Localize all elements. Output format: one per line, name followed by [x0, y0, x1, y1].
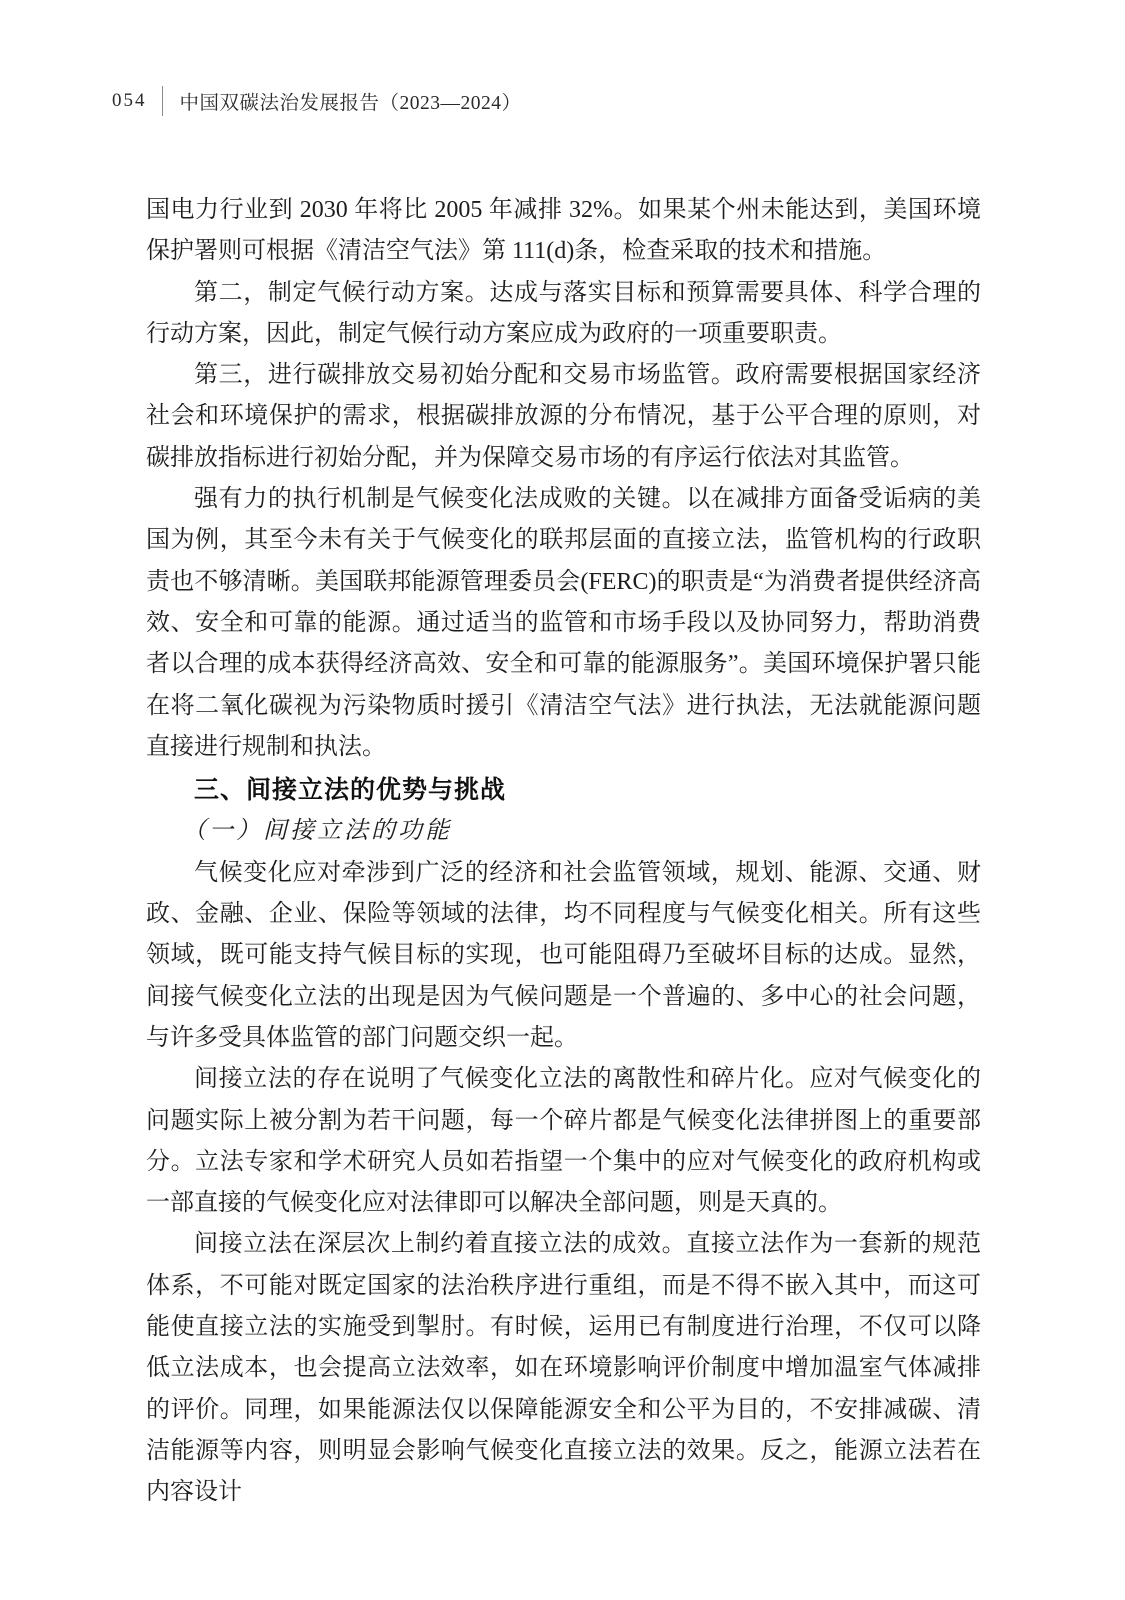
- paragraph: 间接立法的存在说明了气候变化立法的离散性和碎片化。应对气候变化的问题实际上被分割为若干问题，每一个碎片都是气候变化法律拼图上的重要部分。立法专家和学术研究人员如若指望一个集中的应对气候变化的政府机构或一部直接的气候变化应对法律即可以解决全部问题，则是天真的。: [146, 1066, 981, 1217]
- section-heading: 三、间接立法的优势与挑战: [194, 776, 507, 805]
- paragraph: 强有力的执行机制是气候变化法成败的关键。以在减排方面备受诟病的美国为例，其至今未有关于气候变化的联邦层面的直接立法，监管机构的行政职责也不够清晰。美国联邦能源管理委员会(FERC)的职责是“为消费者提供经济高效、安全和可靠的能源。通过适当的监管和市场手段以及协同努力，帮助消费者以合理的成本获得经济高效、安全和可靠的能源服务”。美国环境保护署只能在将二氧化碳视为污染物质时援引《清洁空气法》进行执法，无法就能源问题直接进行规制和执法。: [146, 486, 981, 760]
- paragraph: 气候变化应对牵涉到广泛的经济和社会监管领域，规划、能源、交通、财政、金融、企业、保险等领域的法律，均不同程度与气候变化相关。所有这些领域，既可能支持气候目标的实现，也可能阻碍乃至破坏目标的达成。显然，间接气候变化立法的出现是因为气候问题是一个普遍的、多中心的社会问题，与许多受具体监管的部门问题交织一起。: [146, 859, 981, 1051]
- paragraph: 第三，进行碳排放交易初始分配和交易市场监管。政府需要根据国家经济社会和环境保护的需求，根据碳排放源的分布情况，基于公平合理的原则，对碳排放指标进行初始分配，并为保障交易市场的有序运行依法对其监管。: [146, 362, 981, 471]
- paragraph: 间接立法在深层次上制约着直接立法的成效。直接立法作为一套新的规范体系，不可能对既定国家的法治秩序进行重组，而是不得不嵌入其中，而这可能使直接立法的实施受到掣肘。有时候，运用已有制度进行治理，不仅可以降低立法成本，也会提高立法效率，如在环境影响评价制度中增加温室气体减排的评价。同理，如果能源法仅以保障能源安全和公平为目的，不安排减碳、清洁能源等内容，则明显会影响气候变化直接立法的效果。反之，能源立法若在内容设计: [146, 1231, 981, 1506]
- running-header: [112, 86, 522, 116]
- paragraph: 第二，制定气候行动方案。达成与落实目标和预算需要具体、科学合理的行动方案，因此，制定气候行动方案应成为政府的一项重要职责。: [146, 279, 981, 347]
- running-head-title: 中国双碳法治发展报告（2023—2024）: [179, 93, 522, 114]
- page-body: [146, 190, 981, 1514]
- page-number: 054: [112, 90, 147, 111]
- header-divider: [162, 86, 163, 116]
- paragraph: 国电力行业到 2030 年将比 2005 年减排 32%。如果某个州未能达到，美国环境保护署则可根据《清洁空气法》第 111(d)条，检查采取的技术和措施。: [146, 197, 981, 265]
- subsection-heading: （一）间接立法的功能: [182, 818, 452, 845]
